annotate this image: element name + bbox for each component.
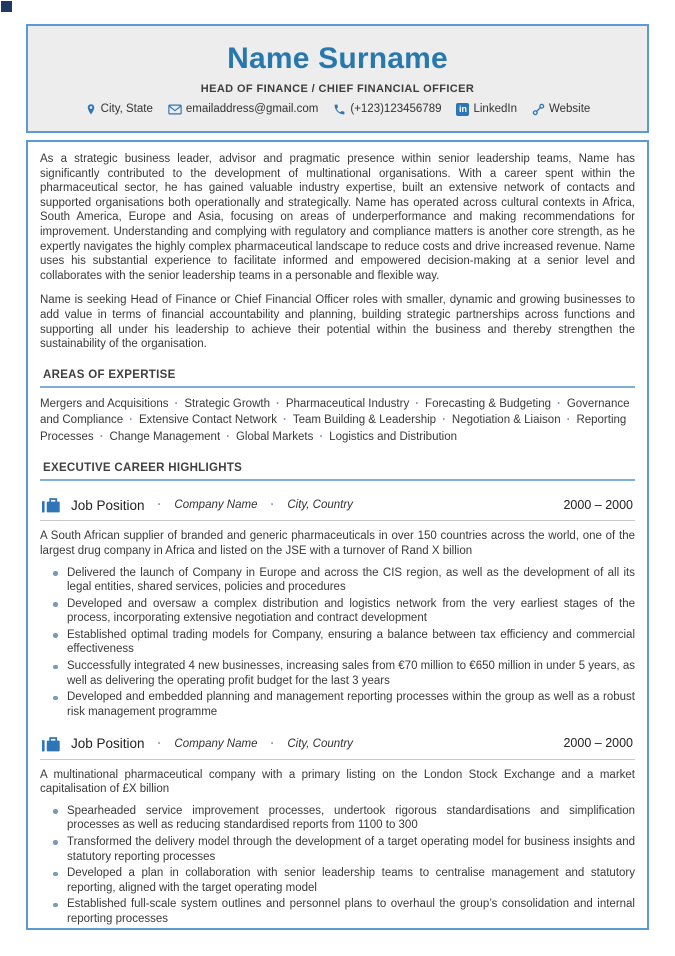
separator-dot: · bbox=[157, 737, 162, 750]
job-dates: 2000 – 2000 bbox=[563, 736, 633, 751]
job-description: A South African supplier of branded and generic pharmaceuticals in over 150 countries across the world, one of the largest drug company in Africa and listed on the JSE with a turnover of Rand X billion bbox=[40, 530, 635, 557]
expertise-item: Extensive Contact Network bbox=[138, 414, 278, 427]
job-bullet-list bbox=[40, 566, 635, 720]
contact-website[interactable] bbox=[532, 103, 590, 116]
separator-dot: · bbox=[283, 414, 287, 427]
job-title: Job Position bbox=[71, 498, 145, 514]
separator-dot: · bbox=[415, 398, 420, 411]
expertise-item: Strategic Growth bbox=[184, 398, 270, 411]
separator-dot: · bbox=[319, 430, 324, 443]
resume-body-card bbox=[26, 140, 649, 930]
separator-dot: · bbox=[566, 414, 571, 427]
summary-paragraph-1: As a strategic business leader, advisor and pragmatic presence within senior leadership teams, Name has significantly contributed to the development of multinational organisations. With a career spent within the pharmaceutical sector, he has gained valuable industry expertise, built an extensive network of contacts and supported organisations both operationally and strategically. Name has operated across cultural contexts in Africa, South America, Europe and Asia, focusing on areas of underperformance and making recommendations for improvement. Understanding and complying with regulatory and compliance matters is another core strength, as he expertly navigates the highly complex pharmaceutical landscape to reduce costs and drive increased revenue. Name uses his substantial experience to facilitate informed and empowered decision-making at a senior level and collaborates with the senior leadership teams in a personable and flexible way. bbox=[40, 153, 635, 282]
job-location: City, Country bbox=[287, 737, 353, 750]
job-description: A multinational pharmaceutical company with a primary listing on the London Stock Exchange and a market capitalisation of £X billion bbox=[40, 768, 635, 796]
expertise-item: Logistics and Distribution bbox=[329, 430, 458, 443]
contact-email-label: emailaddress@gmail.com bbox=[185, 103, 319, 116]
bullet-item: Developed and oversaw a complex distribution and logistics network from the very earliest stages of the process, incorporating extensive negotiation and contract development bbox=[67, 597, 635, 625]
separator-dot: · bbox=[174, 398, 179, 411]
job-entry-1 bbox=[40, 495, 635, 719]
separator-dot: · bbox=[226, 430, 230, 443]
bullet-item: Transformed the delivery model through the development of a target operating model for business insights and statutory reporting processes bbox=[67, 835, 635, 863]
bullet-item: Established optimal trading models for Company, ensuring a balance between tax efficiency and commercial effectiveness bbox=[67, 628, 635, 656]
expertise-item: Negotiation & Liaison bbox=[451, 414, 561, 427]
contact-row bbox=[85, 103, 591, 116]
header-card bbox=[26, 24, 649, 133]
bullet-item: Developed a plan in collaboration with senior leadership teams to centralise management and statutory reporting, aligned with the target operating model bbox=[67, 867, 635, 894]
separator-dot: · bbox=[270, 499, 275, 512]
job-header bbox=[40, 733, 635, 759]
expertise-item: Change Management bbox=[109, 430, 221, 443]
expertise-item: Pharmaceutical Industry bbox=[285, 398, 410, 411]
separator-dot: · bbox=[157, 499, 162, 512]
expertise-item: Global Markets bbox=[235, 430, 314, 443]
bullet-item: Spearheaded service improvement processes, undertook rigorous standardisations and simplification processes as well as reducing standardised reports from 1100 to 300 bbox=[67, 804, 635, 832]
summary-paragraph-2: Name is seeking Head of Finance or Chief Financial Officer roles with smaller, dynamic and growing businesses to add value in terms of financial accountability and planning, building strategic partnerships across functions and supporting all under his leadership to achieve their potential within the business and thereby strengthen the sustainability of the organisation. bbox=[40, 294, 635, 351]
bullet-item: Delivered the launch of Company in Europe and across the CIS region, as well as the development of all its legal entities, shared services, policies and procedures bbox=[67, 566, 635, 594]
bullet-item: Established full-scale system outlines and personnel plans to overhaul the group’s consolidation and internal reporting processes bbox=[67, 898, 635, 925]
linkedin-icon: in bbox=[456, 103, 469, 116]
contact-website-label: Website bbox=[548, 103, 591, 116]
contact-phone-label: (+123)123456789 bbox=[350, 103, 442, 116]
separator-dot: · bbox=[99, 430, 104, 443]
person-name: Name Surname bbox=[227, 42, 448, 76]
location-pin-icon bbox=[85, 103, 97, 116]
expertise-item: Mergers and Acquisitions bbox=[40, 398, 169, 411]
job-header bbox=[40, 495, 635, 521]
job-entry-2 bbox=[40, 733, 635, 926]
separator-dot: · bbox=[129, 414, 133, 427]
link-icon bbox=[532, 103, 545, 116]
job-location: City, Country bbox=[287, 499, 353, 512]
expertise-item: Reporting Processes bbox=[40, 414, 627, 443]
expertise-item: Forecasting & Budgeting bbox=[425, 398, 551, 411]
contact-phone bbox=[333, 103, 441, 116]
briefcase-icon bbox=[42, 498, 61, 513]
job-title: Job Position bbox=[71, 736, 145, 752]
expertise-item: Governance and Compliance bbox=[40, 398, 630, 427]
expertise-list bbox=[40, 396, 635, 444]
job-headline: HEAD OF FINANCE / CHIEF FINANCIAL OFFICER bbox=[200, 82, 475, 95]
phone-icon bbox=[333, 103, 346, 116]
job-dates: 2000 – 2000 bbox=[563, 497, 633, 512]
job-company: Company Name bbox=[174, 499, 258, 512]
expertise-item: Team Building & Leadership bbox=[292, 414, 437, 427]
envelope-icon bbox=[168, 104, 182, 115]
contact-email[interactable] bbox=[168, 103, 318, 115]
contact-location bbox=[85, 103, 153, 116]
section-heading-expertise: AREAS OF EXPERTISE bbox=[40, 365, 635, 389]
section-heading-career-highlights: EXECUTIVE CAREER HIGHLIGHTS bbox=[40, 458, 635, 482]
job-bullet-list bbox=[40, 804, 635, 927]
corner-mark bbox=[1, 1, 12, 12]
bullet-item: Successfully integrated 4 new businesses, increasing sales from €70 million to €650 million in under 5 years, as well as delivering the operating profit budget for the last 3 years bbox=[67, 660, 635, 687]
contact-linkedin[interactable] bbox=[456, 103, 516, 116]
briefcase-icon bbox=[42, 737, 61, 752]
contact-location-label: City, State bbox=[100, 103, 153, 116]
separator-dot: · bbox=[557, 398, 561, 411]
separator-dot: · bbox=[275, 398, 280, 411]
separator-dot: · bbox=[270, 737, 275, 750]
bullet-item: Developed and embedded planning and management reporting processes within the group as well as a robust risk management programme bbox=[67, 691, 635, 718]
separator-dot: · bbox=[442, 414, 446, 427]
contact-linkedin-label: LinkedIn bbox=[473, 103, 517, 116]
job-company: Company Name bbox=[174, 737, 258, 750]
